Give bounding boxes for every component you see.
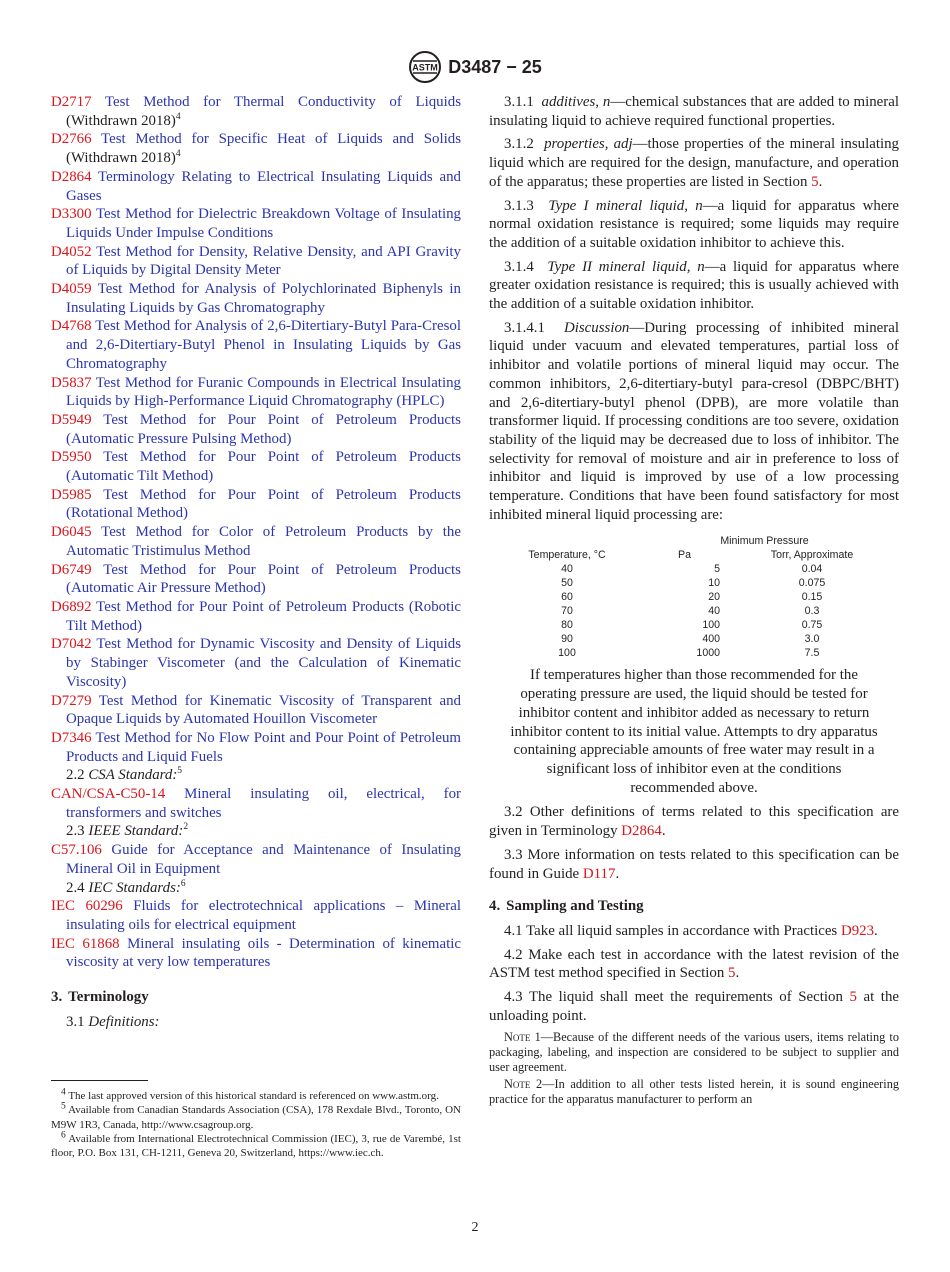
standard-link[interactable]: D117: [582, 865, 616, 882]
table-cell: 3.0: [804, 633, 820, 646]
table-cell: 400: [702, 633, 720, 646]
table-row: [497, 646, 892, 660]
reference-code[interactable]: D7279: [51, 692, 92, 709]
reference-code[interactable]: D7042: [51, 636, 92, 653]
reference-code[interactable]: IEC 61868: [51, 935, 120, 952]
reference-entry[interactable]: [51, 692, 461, 729]
section-heading-terminology: 3. Terminology: [51, 989, 149, 1006]
reference-title[interactable]: Test Method for Density, Relative Density, and API Gravity of Liquids by Digital Density Meter: [66, 243, 461, 279]
reference-entry[interactable]: [51, 523, 461, 560]
table-cell: 60: [561, 591, 573, 604]
footnotes: [51, 1089, 461, 1160]
footnote: 5 Available from Canadian Standards Association (CSA), 178 Rexdale Blvd., Toronto, ON M9W 1R3, Canada, http://www.csagroup.org.: [51, 1101, 461, 1131]
reference-title[interactable]: Test Method for Pour Point of Petroleum Products (Rotational Method): [66, 486, 461, 522]
reference-entry[interactable]: [51, 93, 461, 130]
standard-link[interactable]: D923: [840, 922, 875, 939]
footnote-marker: 4: [175, 149, 181, 160]
reference-entry[interactable]: [51, 841, 461, 878]
reference-title[interactable]: Test Method for Dynamic Viscosity and Density of Liquids by Stabinger Viscometer (and the Calculation of Kinematic Viscosity): [66, 636, 461, 690]
reference-code[interactable]: D4768: [51, 318, 92, 335]
column-header: Pa: [678, 549, 691, 562]
csa-heading: 2.2 CSA Standard:$^5$: [66, 766, 183, 784]
reference-code[interactable]: D5837: [51, 374, 92, 391]
reference-title[interactable]: Test Method for Pour Point of Petroleum Products (Robotic Tilt Method): [66, 598, 461, 634]
reference-entry[interactable]: [51, 411, 461, 448]
document-id: D3487 − 25: [448, 56, 542, 77]
footnote-marker: 4: [175, 111, 181, 122]
section-link[interactable]: 5: [811, 173, 819, 190]
table-cell: 0.04: [801, 563, 823, 576]
footnote: 6 Available from International Electrotechnical Commission (IEC), 3, rue de Varembé, 1st floor, P.O. Box 131, CH-1211, Geneva 20, Switzerland, https://www.iec.ch.: [51, 1130, 461, 1160]
reference-entry[interactable]: [51, 561, 461, 598]
reference-title[interactable]: Test Method for Color of Petroleum Products by the Automatic Tristimulus Method: [66, 524, 461, 559]
reference-code[interactable]: D6892: [51, 598, 92, 615]
table-cell: 5: [714, 563, 720, 576]
reference-entry[interactable]: [51, 729, 461, 766]
right-column: [489, 93, 899, 1108]
table-row: [497, 604, 892, 618]
reference-code[interactable]: CAN/CSA-C50-14: [51, 786, 166, 803]
reference-entry[interactable]: [51, 130, 461, 167]
table-cell: 40: [561, 563, 573, 576]
paragraph-3-3: 3.3 More information on tests related to this specification can be found in Guide D117.: [489, 846, 899, 882]
table-cell: 100: [558, 647, 576, 660]
reference-code[interactable]: D3300: [51, 206, 92, 223]
reference-entry[interactable]: [51, 897, 461, 934]
reference-title[interactable]: Test Method for No Flow Point and Pour Point of Petroleum Products and Liquid Fuels: [66, 729, 461, 765]
reference-title[interactable]: Terminology Relating to Electrical Insulating Liquids and Gases: [66, 168, 461, 204]
table-cell: 20: [708, 591, 720, 604]
reference-title[interactable]: Test Method for Thermal Conductivity of Liquids: [104, 94, 461, 110]
table-cell: 100: [702, 619, 720, 632]
definitions-subheading: 3.1 Definitions:: [66, 1013, 160, 1030]
reference-title[interactable]: Test Method for Kinematic Viscosity of Transparent and Opaque Liquids by Automated Houillon Viscometer: [66, 692, 461, 728]
note-2: Note 2—In addition to all other tests listed herein, it is sound engineering practice for the apparatus manufacturer to perform an: [489, 1076, 899, 1106]
paragraph-4-2: 4.2 Make each test in accordance with the latest revision of the ASTM test method specified in Section 5.: [489, 946, 899, 982]
table-cell: 80: [561, 619, 573, 632]
reference-entry[interactable]: [51, 785, 461, 822]
footnote: 4 The last approved version of this historical standard is referenced on www.astm.org.: [61, 1087, 439, 1102]
section-link[interactable]: 5: [849, 989, 857, 1006]
table-cell: 7.5: [804, 647, 820, 660]
temperature-warning: If temperatures higher than those recommended for the operating pressure are used, the liquid should be tested for inhibitor content and inhibitor added as necessary to return inhibitor content to its initial value. Attempts to dry apparatus containing appreciable amounts of free water may result in a significant loss of inhibitor even at the conditions recommended above.: [510, 667, 878, 796]
reference-title[interactable]: Test Method for Pour Point of Petroleum Products (Automatic Air Pressure Method): [66, 561, 461, 597]
table-cell: 90: [561, 633, 573, 646]
astm-logo-icon: [408, 50, 442, 84]
paragraph-3-2: 3.2 Other definitions of terms related to this specification are given in Terminology D2864.: [489, 804, 899, 840]
table-cell: 1000: [696, 647, 720, 660]
notes: [489, 1030, 899, 1106]
table-cell: 0.3: [804, 605, 820, 618]
reference-title[interactable]: Test Method for Pour Point of Petroleum Products (Automatic Pressure Pulsing Method): [66, 411, 461, 447]
reference-title[interactable]: Test Method for Pour Point of Petroleum Products (Automatic Tilt Method): [66, 449, 461, 485]
reference-entry[interactable]: [51, 280, 461, 317]
reference-title[interactable]: Test Method for Analysis of 2,6-Ditertiary-Butyl Para-Cresol and 2,6-Ditertiary-Butyl Phenol in Insulating Liquids by Gas Chromatography: [66, 318, 461, 372]
ieee-heading: 2.3 IEEE Standard:$^2$: [66, 822, 189, 840]
reference-entry[interactable]: [51, 598, 461, 635]
reference-title[interactable]: Test Method for Analysis of Polychlorinated Biphenyls in Insulating Liquids by Gas Chromatography: [66, 281, 461, 316]
reference-code[interactable]: D5985: [51, 486, 92, 503]
reference-code[interactable]: C57.106: [51, 842, 102, 859]
reference-code[interactable]: D2766: [51, 131, 92, 148]
section-link[interactable]: 5: [728, 965, 736, 982]
reference-code[interactable]: D6749: [51, 561, 92, 578]
pressure-table: [497, 534, 892, 660]
reference-title[interactable]: Fluids for electrotechnical applications – Mineral insulating oils for electrical equipment: [66, 898, 461, 933]
reference-list: [51, 93, 461, 766]
table-span-header: Minimum Pressure: [720, 535, 809, 548]
svg-text:ASTM: ASTM: [412, 62, 438, 73]
column-header: Torr, Approximate: [770, 549, 854, 562]
definition-3-1-1: 3.1.1 additives, n—chemical substances that are added to mineral insulating liquid to achieve required functional properties.: [489, 94, 900, 129]
reference-title[interactable]: Test Method for Furanic Compounds in Electrical Insulating Liquids by High-Performance Liquid Chromatography (HPLC): [66, 374, 461, 410]
reference-title[interactable]: Test Method for Specific Heat of Liquids and Solids: [101, 131, 461, 148]
table-cell: 0.075: [798, 577, 826, 590]
table-cell: 50: [561, 577, 573, 590]
page-number: 2: [471, 1220, 479, 1235]
reference-entry[interactable]: [51, 486, 461, 523]
section-heading-sampling: 4. Sampling and Testing: [489, 898, 644, 915]
definition-3-1-4: 3.1.4 Type II mineral liquid, n—a liquid for apparatus where greater oxidation resistance is required; this is usually achieved with the addition of a suitable oxidation inhibitor.: [489, 258, 899, 313]
table-cell: 0.15: [801, 591, 823, 604]
reference-code[interactable]: D4052: [51, 243, 92, 260]
reference-entry[interactable]: [51, 168, 461, 205]
footnote-divider: [51, 1080, 148, 1081]
table-row: [497, 618, 892, 632]
left-column: [51, 93, 461, 1031]
reference-entry[interactable]: [51, 635, 461, 691]
definition-3-1-2: 3.1.2 properties, adj—those properties of the mineral insulating liquid which are required for the design, manufacture, and operation of the apparatus; these properties are listed in Section 5.: [489, 136, 899, 190]
definition-3-1-3: 3.1.3 Type I mineral liquid, n—a liquid for apparatus where normal oxidation resistance is required; some liquids may require the addition of a suitable oxidation inhibitor to achieve this.: [489, 197, 899, 251]
reference-title[interactable]: Mineral insulating oil, electrical, for transformers and switches: [66, 786, 462, 821]
iec-heading: 2.4 IEC Standards:$^6$: [66, 878, 186, 896]
reference-entry[interactable]: [51, 935, 461, 972]
reference-code[interactable]: D7346: [51, 729, 92, 746]
reference-title[interactable]: Test Method for Dielectric Breakdown Voltage of Insulating Liquids Under Impulse Conditions: [66, 206, 461, 241]
table-row: [497, 590, 892, 604]
table-row: [497, 632, 892, 646]
reference-code[interactable]: D5949: [51, 411, 92, 428]
discussion-3-1-4-1: 3.1.4.1 Discussion—During processing of inhibited mineral liquid under vacuum and elevated temperatures, partial loss of inhibitor and volatile portions of mineral liquid may occur. The common inhibitors, 2,6-ditertiary-butyl para-cresol (DBPC/BHT) and 2,6-ditertiary-butyl phenol (DPB), are more volatile than transformer liquid. If processing conditions are too severe, oxidation stability of the liquid may be decreased due to loss of inhibitor. The selectivity for removal of moisture and air in preference to loss of inhibitor and liquid is improved by use of a low processing temperature. Conditions that have been found satisfactory for most inhibited mineral liquid processing are:: [489, 319, 899, 523]
reference-entry[interactable]: [51, 448, 461, 485]
reference-title[interactable]: Guide for Acceptance and Maintenance of Insulating Mineral Oil in Equipment: [66, 842, 461, 877]
note-1: Note 1—Because of the different needs of the various users, items relating to packaging, labeling, and inspection are considered to be subject to supplier and user agreement.: [489, 1030, 899, 1075]
reference-code[interactable]: IEC 60296: [51, 898, 123, 915]
table-header-row: [497, 548, 892, 562]
table-row: [497, 576, 892, 590]
table-cell: 0.75: [801, 619, 823, 632]
table-row: [497, 562, 892, 576]
reference-entry[interactable]: [51, 374, 461, 411]
reference-code[interactable]: D6045: [51, 524, 92, 541]
reference-code[interactable]: D2717: [51, 94, 92, 110]
table-cell: 10: [708, 577, 720, 590]
reference-code[interactable]: D4059: [51, 281, 92, 298]
column-header: Temperature, °C: [528, 549, 606, 562]
table-cell: 40: [708, 605, 720, 618]
reference-entry[interactable]: [51, 243, 461, 280]
page-header: [0, 50, 950, 84]
paragraph-4-3: 4.3 The liquid shall meet the requirements of Section 5 at the unloading point.: [489, 989, 900, 1024]
table-cell: 70: [561, 605, 573, 618]
reference-entry[interactable]: [51, 317, 461, 373]
reference-code[interactable]: D5950: [51, 449, 92, 466]
reference-code[interactable]: D2864: [51, 168, 92, 185]
paragraph-4-1: 4.1 Take all liquid samples in accordance with Practices D923.: [504, 922, 878, 939]
reference-entry[interactable]: [51, 205, 461, 242]
withdrawn-note: (Withdrawn 2018): [66, 112, 176, 129]
withdrawn-note: (Withdrawn 2018): [66, 150, 176, 167]
reference-title[interactable]: Mineral insulating oils - Determination of kinematic viscosity at very low temperatures: [66, 935, 462, 971]
standard-link[interactable]: D2864: [621, 823, 662, 840]
